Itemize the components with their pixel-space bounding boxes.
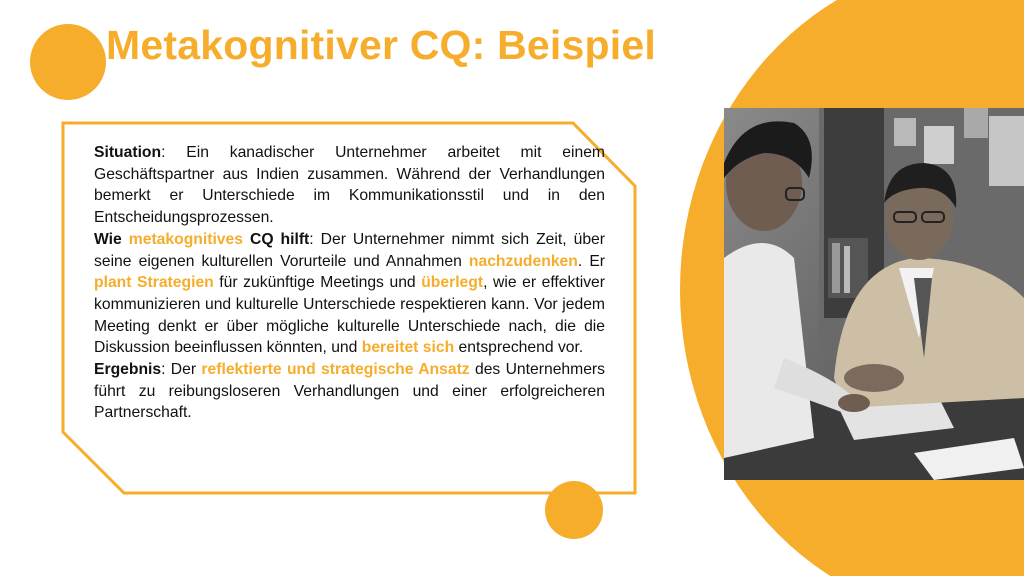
situation-text: : Ein kanadischer Unternehmer arbeitet mit einem Geschäftspartner aus Indien zusammen. Während der Verhandlungen bemerkt er Unterschiede im Kommunikationsstil und in den Entscheidungsprozessen. xyxy=(94,144,605,227)
decorative-circle-bottom xyxy=(545,481,603,539)
result-paragraph xyxy=(94,359,605,424)
situation-paragraph xyxy=(94,142,605,229)
highlight-ueberlegt: überlegt xyxy=(421,274,484,292)
how-text-3: für zukünftige Meetings und xyxy=(213,274,422,292)
how-text-4: , wie er effektiver kommunizieren und kulturelle Unterschiede respektieren kann. Vor jedem Meeting denkt er über mögliche kulturelle Unterschiede nach, die die Diskussion beeinflussen könnten, und xyxy=(94,274,605,357)
highlight-metakognitives: metakognitives xyxy=(128,230,243,248)
result-label: Ergebnis xyxy=(94,361,162,379)
business-meeting-photo xyxy=(724,108,1024,480)
how-text-5: entsprechend vor. xyxy=(454,339,584,357)
highlight-bereitet-sich: bereitet sich xyxy=(361,339,455,357)
photo-illustration xyxy=(724,108,1024,480)
situation-label: Situation xyxy=(94,144,162,161)
how-text-2: . Er xyxy=(577,252,606,270)
result-text-2: des Unternehmers führt zu reibungsloseren Verhandlungen und einer erfolgreicheren Partnerschaft. xyxy=(94,361,605,422)
example-text xyxy=(94,142,605,424)
highlight-nachzudenken: nachzudenken xyxy=(468,252,578,270)
how-label-part2: CQ hilft xyxy=(242,230,310,248)
highlight-ansatz: reflektierte und strategische Ansatz xyxy=(201,361,470,379)
how-paragraph xyxy=(94,229,605,359)
highlight-plant-strategien: plant Strategien xyxy=(94,274,214,292)
slide-title: Metakognitiver CQ: Beispiel xyxy=(106,22,656,68)
how-text-1: : Der Unternehmer nimmt sich Zeit, über seine eigenen kulturellen Vorurteile und Annahmen xyxy=(94,230,605,270)
how-label-part1: Wie xyxy=(94,230,129,248)
result-text-1: : Der xyxy=(161,361,202,379)
